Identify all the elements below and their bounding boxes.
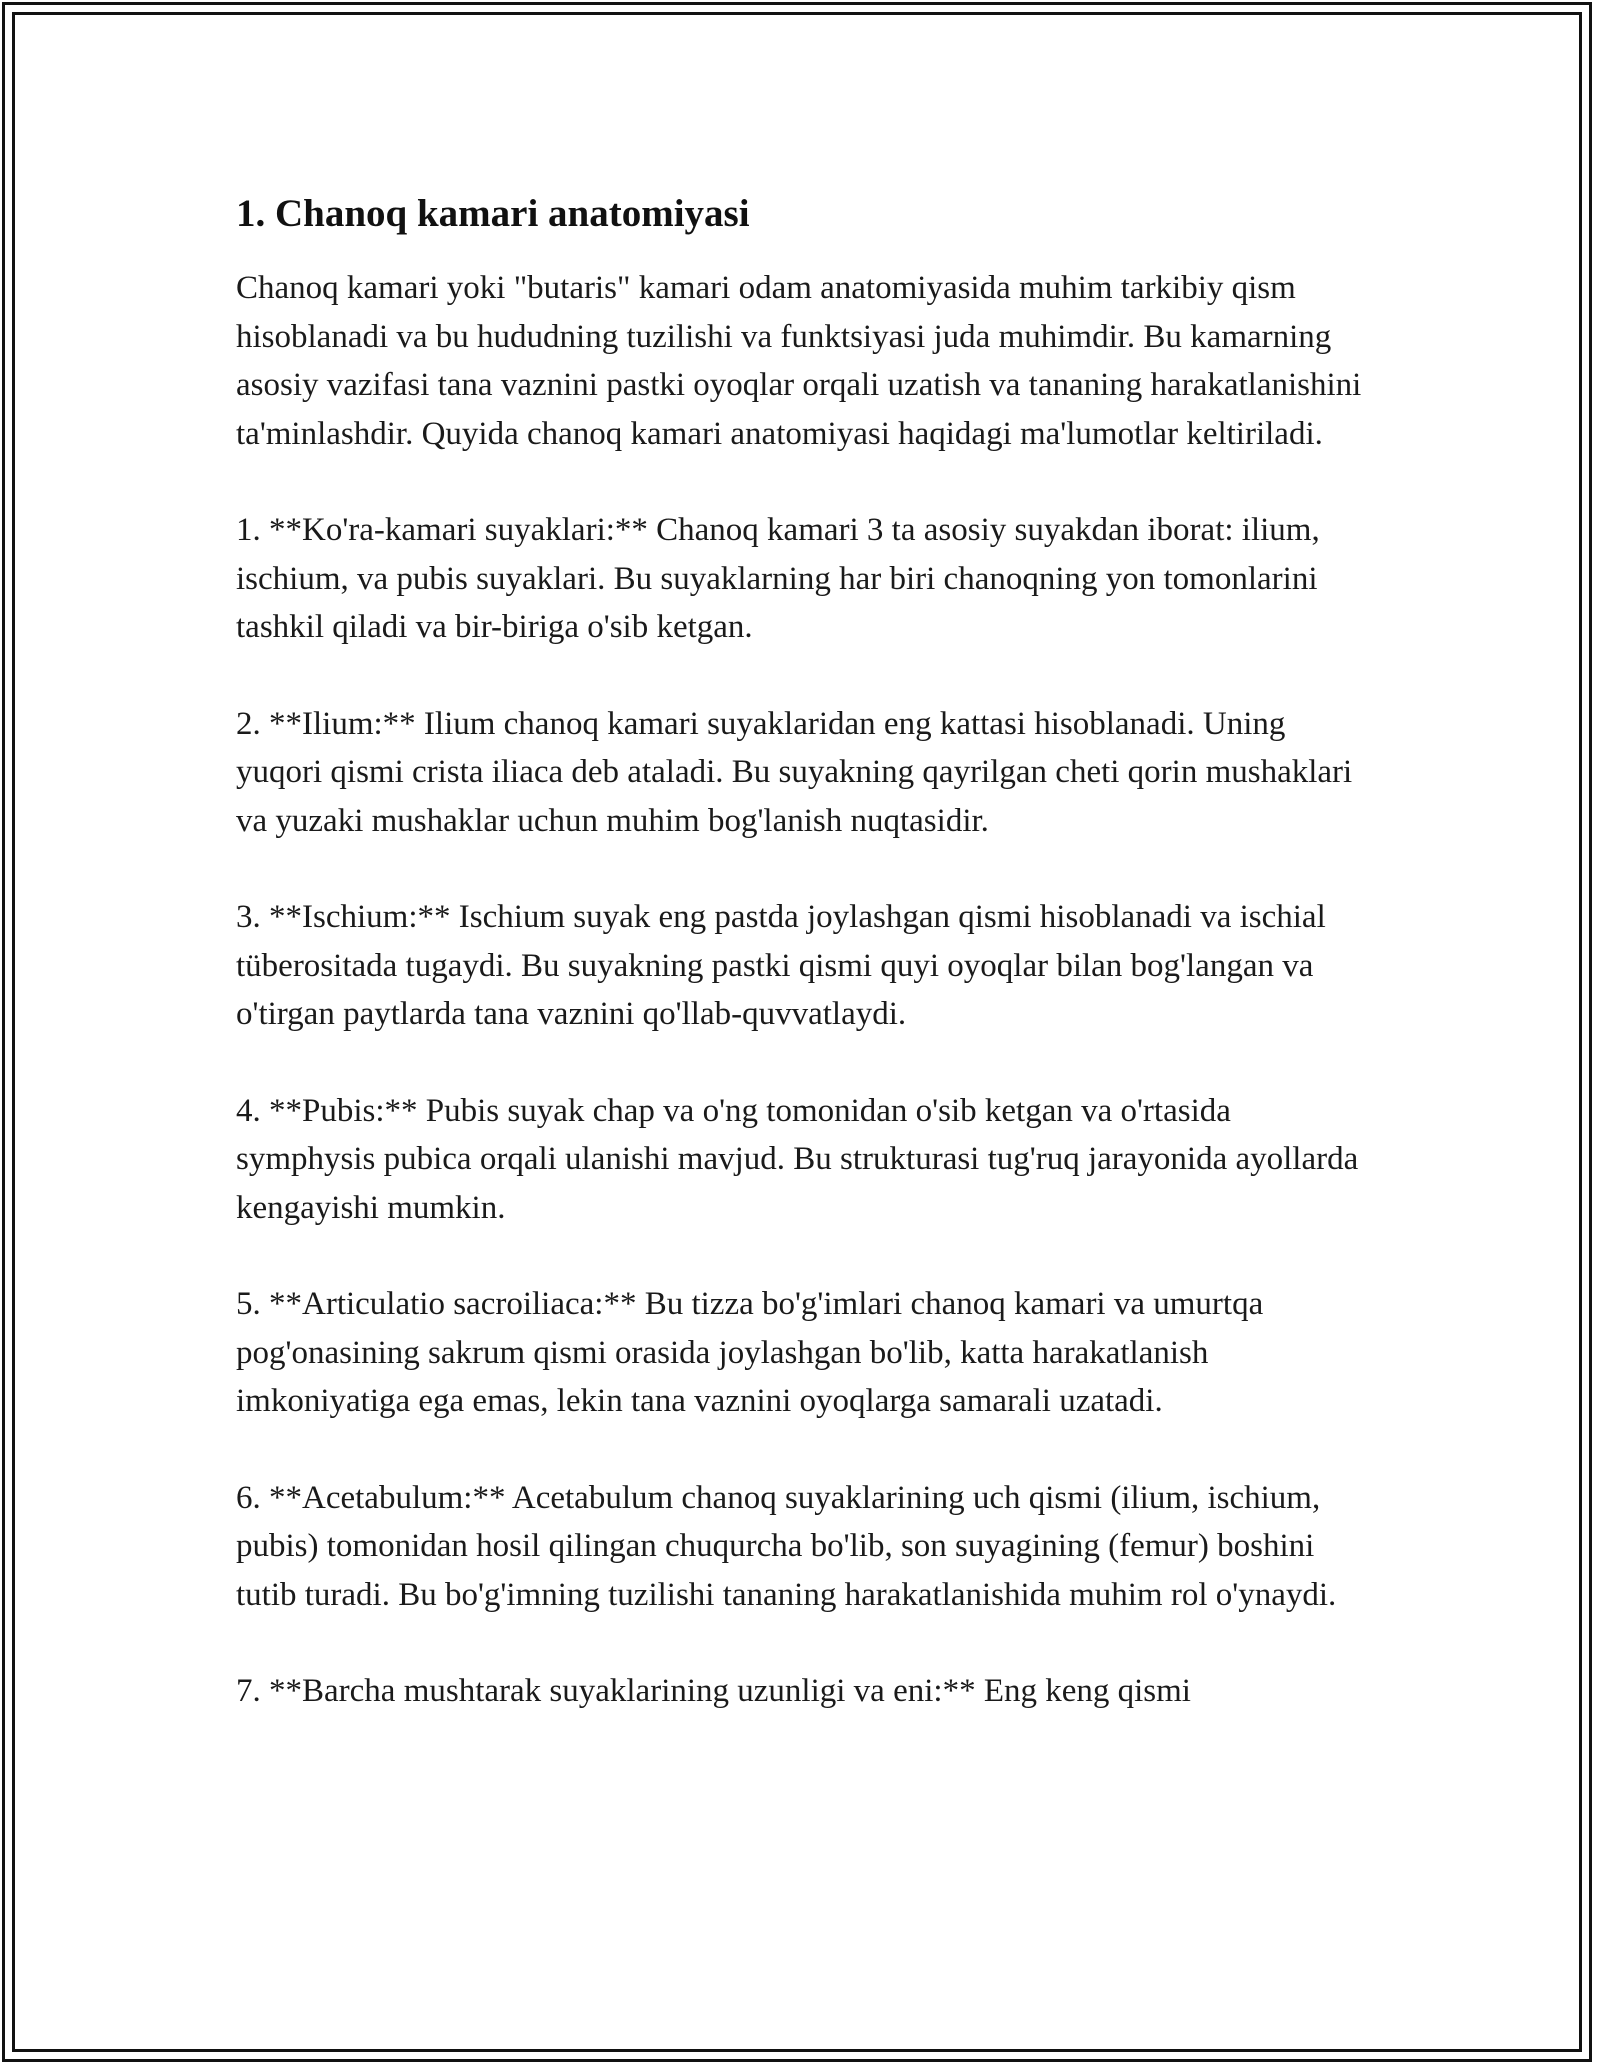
list-item-1-paragraph: 1. **Ko'ra-kamari suyaklari:** Chanoq kamari 3 ta asosiy suyakdan iborat: ilium, ischium, va pubis suyaklari. Bu suyaklarning har biri chanoqning yon tomonlarini tashkil qiladi va bir-biriga o'sib ketgan. <box>236 512 1320 645</box>
intro-paragraph: Chanoq kamari yoki "butaris" kamari odam anatomiyasida muhim tarkibiy qism hisoblanadi va bu hududning tuzilishi va funktsiyasi juda muhimdir. Bu kamarning asosiy vazifasi tana vaznini pastki oyoqlar orqali uzatish va tananing harakatlanishini ta'minlashdir. Quyida chanoq kamari anatomiyasi haqidagi ma'lumotlar keltiriladi. <box>236 270 1362 452</box>
list-item-2-paragraph: 2. **Ilium:** Ilium chanoq kamari suyaklaridan eng kattasi hisoblanadi. Uning yuqori qismi crista iliaca deb ataladi. Bu suyakning qayrilgan cheti qorin mushaklari va yuzaki mushaklar uchun muhim bog'lanish nuqtasidir. <box>236 705 1353 839</box>
list-item-5-paragraph: 5. **Articulatio sacroiliaca:** Bu tizza bo'g'imlari chanoq kamari va umurtqa pog'onasining sakrum qismi orasida joylashgan bo'lib, katta harakatlanish imkoniyatiga ega emas, lekin tana vaznini oyoqlarga samarali uzatadi. <box>236 1286 1264 1419</box>
document-body <box>236 190 1366 1764</box>
list-item-7-paragraph: 7. **Barcha mushtarak suyaklarining uzunligi va eni:** Eng keng qismi <box>236 1673 1191 1709</box>
list-item-4-paragraph: 4. **Pubis:** Pubis suyak chap va o'ng tomonidan o'sib ketgan va o'rtasida symphysis pubica orqali ulanishi mavjud. Bu strukturasi tug'ruq jarayonida ayollarda kengayishi mumkin. <box>236 1092 1359 1226</box>
list-item-6-paragraph: 6. **Acetabulum:** Acetabulum chanoq suyaklarining uch qismi (ilium, ischium, pubis) tomonidan hosil qilingan chuqurcha bo'lib, son suyagining (femur) boshini tutib turadi. Bu bo'g'imning tuzilishi tananing harakatlanishida muhim rol o'ynaydi. <box>236 1479 1337 1613</box>
section-heading: 1. Chanoq kamari anatomiyasi <box>236 192 750 235</box>
list-item-3-paragraph: 3. **Ischium:** Ischium suyak eng pastda joylashgan qismi hisoblanadi va ischial tüberositada tugaydi. Bu suyakning pastki qismi quyi oyoqlar bilan bog'langan va o'tirgan paytlarda tana vaznini qo'llab-quvvatlaydi. <box>236 899 1326 1032</box>
